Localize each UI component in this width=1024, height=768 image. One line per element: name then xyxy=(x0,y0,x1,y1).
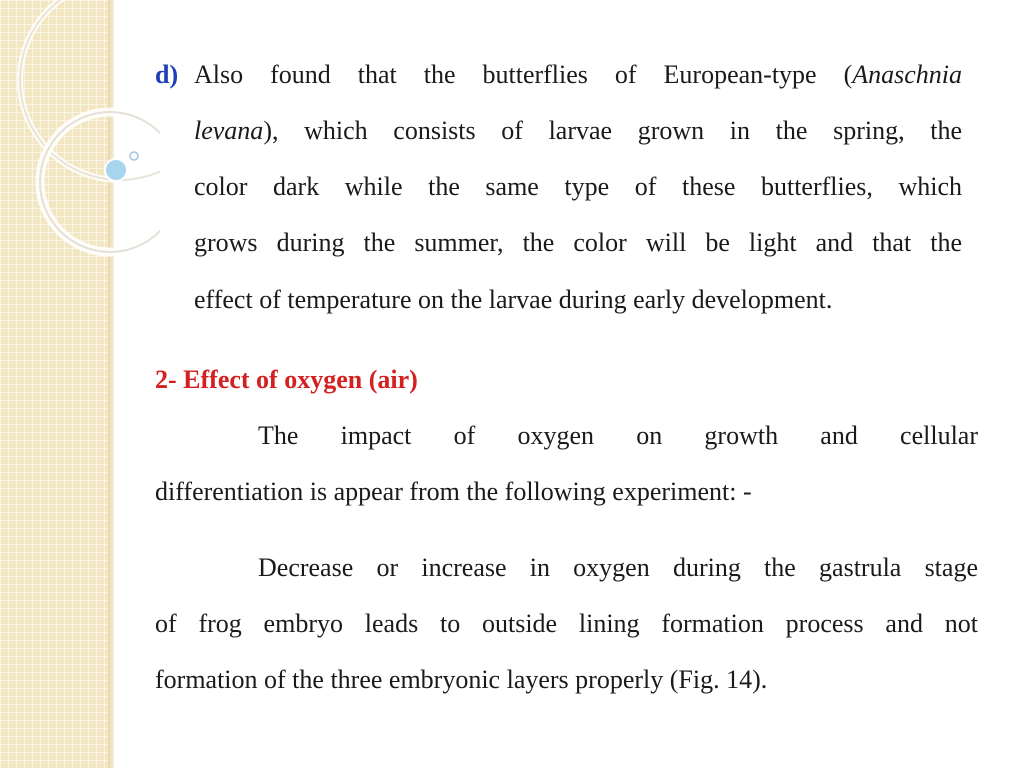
item-d-line-3: color dark while the same type of these butterflies, which xyxy=(194,172,962,201)
item-d-line-2-italic: levana xyxy=(194,116,264,145)
item-d-line-1 xyxy=(194,47,962,104)
item-d-line-2 xyxy=(194,103,962,160)
item-marker-d: d) xyxy=(155,60,179,89)
item-d-line-5: effect of temperature on the larvae during early development. xyxy=(194,285,833,314)
section2-para1-line2: differentiation is appear from the following experiment: - xyxy=(155,477,752,506)
section2-para2-line3: formation of the three embryonic layers properly (Fig. 14). xyxy=(155,665,768,694)
section2-para1-line1: The impact of oxygen on growth and cellular xyxy=(258,421,978,450)
section2-para2-line2: of frog embryo leads to outside lining formation process and not xyxy=(155,609,978,638)
item-d-line-1-text: Also found that the butterflies of European-type ( xyxy=(194,60,853,89)
item-d-line-1-italic: Anaschnia xyxy=(852,60,962,89)
section2-para2-line1: Decrease or increase in oxygen during the gastrula stage xyxy=(258,553,978,582)
item-d-line-2-text: ), which consists of larvae grown in the spring, the xyxy=(263,116,962,145)
section-heading: 2- Effect of oxygen (air) xyxy=(155,365,418,394)
item-d-line-4: grows during the summer, the color will be light and that the xyxy=(194,228,962,257)
